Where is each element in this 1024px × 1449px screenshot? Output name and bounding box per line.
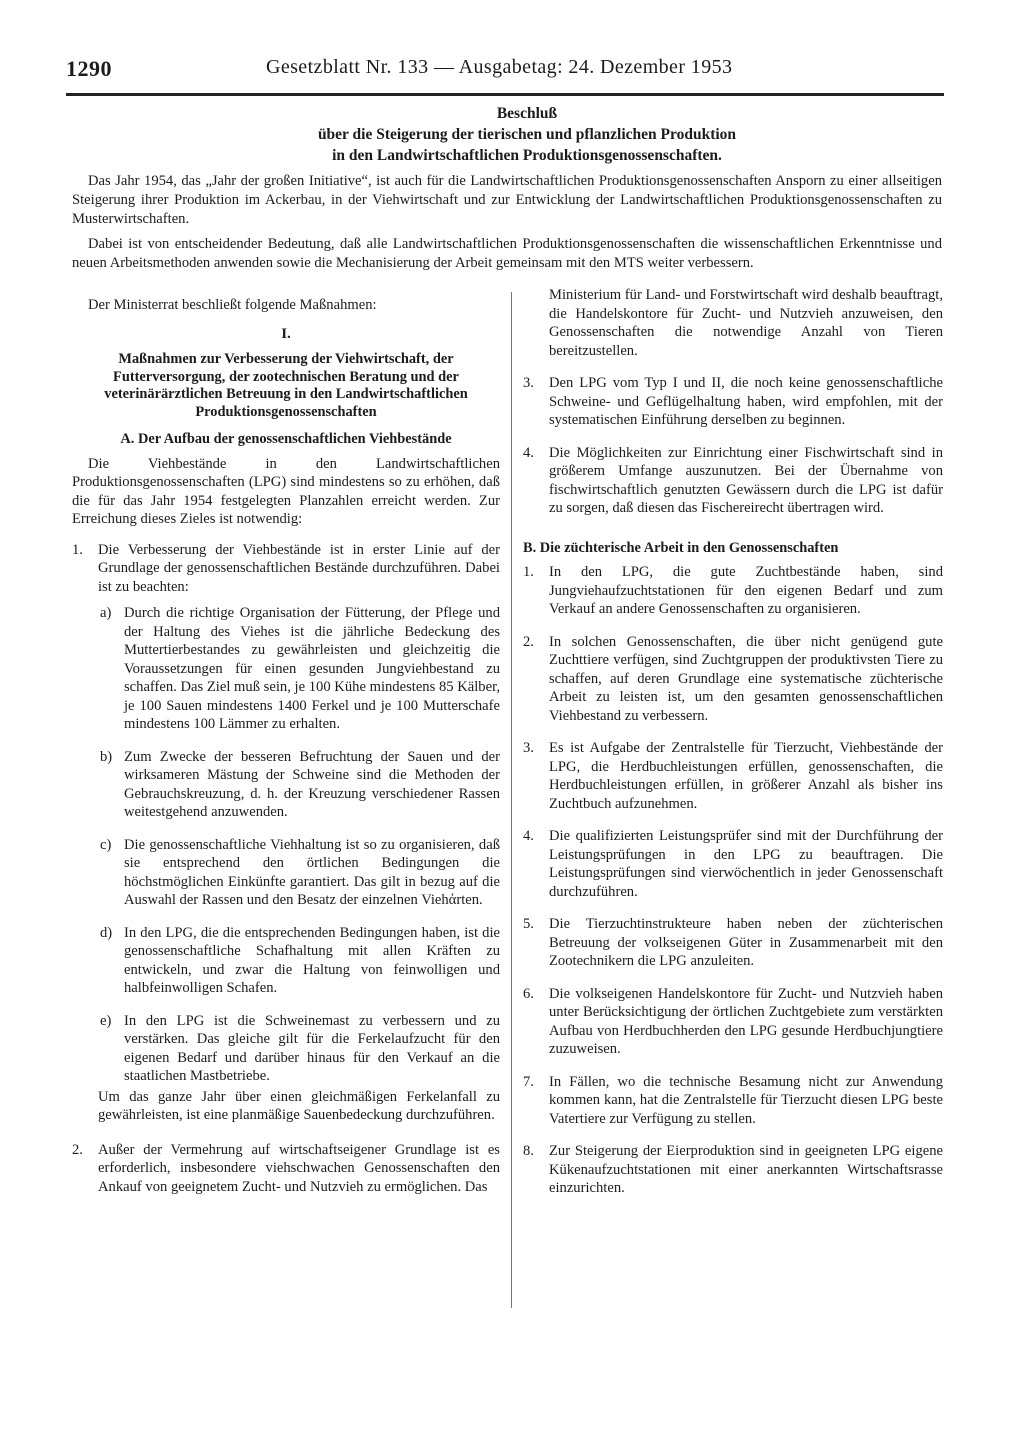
list-item — [523, 1142, 943, 1198]
sub-item-marker: b) — [100, 748, 113, 765]
section-number: I. — [281, 325, 291, 342]
item-text: In Fällen, wo die technische Besamung nicht zur Anwendung kommen kann, hat die Zentralstelle für Tierzucht diesen LPG beste Vatertiere zur Verfügung zu stellen. — [549, 1073, 943, 1127]
subsection-heading-b: B. Die züchterische Arbeit in den Genossenschaften — [523, 539, 839, 556]
decision-statement: Der Ministerrat beschließt folgende Maßnahmen: — [88, 297, 377, 313]
title-line-3: in den Landwirtschaftlichen Produktionsgenossenschaften. — [332, 147, 722, 164]
item-text: Die qualifizierten Leistungsprüfer sind mit der Durchführung der Leistungsprüfungen in den LPG zu beauftragen. Die Leistungsprüfungen sind vierwöchentlich in jeder Genossenschaft durchzuführen. — [549, 828, 943, 900]
sub-item — [100, 604, 500, 734]
item-number: 6. — [523, 985, 534, 1002]
list-item — [523, 1073, 943, 1129]
intro-text — [72, 172, 942, 280]
item-number: 3. — [523, 375, 534, 391]
item-text: Den LPG vom Typ I und II, die noch keine genossenschaftliche Schweine- und Geflügelhaltung haben, wird empfohlen, mit der systematischen Einführung derselben zu beginnen. — [549, 375, 943, 428]
sub-item-text: Zum Zwecke der besseren Befruchtung der Sauen und der wirksameren Mästung der Schweine sind die Methoden der Gebrauchskreuzung, d. h. der Kreuzung verschiedener Rassen weitestgehend anzuwenden. — [124, 748, 500, 820]
sub-item-text: Die genossenschaftliche Viehhaltung ist so zu organisieren, daß sie entsprechend den örtlichen Bedingungen die höchstmöglichen Einkünfte garantiert. Das gilt in bezug auf die Auswahl der Rassen und den Besatz der einzelnen Viehἀrten. — [124, 836, 500, 908]
header-rule — [66, 93, 944, 96]
item-number: 2. — [523, 633, 534, 650]
intro-paragraph: Das Jahr 1954, das „Jahr der großen Initiative“, ist auch für die Landwirtschaftlichen Produktionsgenossenschaften Ansporn zu einer allseitigen Steigerung ihrer Produktion im Ackerbau, in der Viehwirtschaft und zur Entwicklung der Landwirtschaftlichen Produktionsgenossenschaften zu Musterwirtschaften. — [72, 173, 942, 227]
list-item — [72, 541, 500, 597]
sub-item-text: Durch die richtige Organisation der Fütterung, der Pflege und der Haltung des Viehes ist die jährliche Bedeckung des Muttertierbestandes zu gewährleisten und gleichzeitig die Voraussetzungen für einen gesunden Jungviehbestand zu schaffen. Das Ziel muß sein, je 100 Kühe mindestens 85 Kälber, je 100 Sauen mindestens 1400 Ferkel und je 100 Mutterschafe mindestens 100 Lämmer zu erhalten. — [124, 605, 500, 732]
list-item — [72, 1141, 500, 1197]
list-item — [523, 633, 943, 726]
item-number: 5. — [523, 916, 534, 932]
gazette-header-title: Gesetzblatt Nr. 133 — Ausgabetag: 24. Dezember 1953 — [266, 56, 733, 78]
sub-item-marker: d) — [100, 924, 113, 941]
sub-item-marker: e) — [100, 1012, 112, 1029]
page-header — [66, 56, 941, 88]
sub-item — [100, 836, 500, 910]
item-number: 1. — [72, 541, 83, 558]
item-number: 1. — [523, 564, 534, 580]
document-title — [0, 103, 1024, 166]
list-item — [523, 827, 943, 901]
item-text: Zur Steigerung der Eierproduktion sind in geeigneten LPG eigene Kükenaufzuchtstationen mit einer anerkannten Wirtschaftsrasse einzurichten. — [549, 1143, 943, 1196]
subsection-intro: Die Viehbestände in den Landwirtschaftlichen Produktionsgenossenschaften (LPG) sind mindestens so zu erhöhen, daß die für das Jahr 1954 festgelegten Planzahlen erreicht werden. Zur Erreichung dieses Zieles ist notwendig: — [72, 455, 500, 527]
list-item — [523, 915, 943, 971]
item-text: Die Möglichkeiten zur Einrichtung einer Fischwirtschaft sind in größerem Umfange auszunutzen. Bei der Übernahme von fischwirtschaftlich genutzten Gewässern durch die LPG ist dafür zu sorgen, daß diesen das Fischereirecht übertragen wird. — [549, 444, 943, 516]
item-text: In den LPG, die gute Zuchtbestände haben, sind Jungviehaufzuchtstationen für den eigenen Bedarf und zum Verkauf an andere Genossenschaften zu organisieren. — [549, 564, 943, 617]
list-item — [523, 444, 943, 518]
sub-item — [100, 1012, 500, 1086]
column-divider — [511, 292, 512, 1308]
sub-item-text: In den LPG, die die entsprechenden Bedingungen haben, ist die genossenschaftliche Schafhaltung mit allen Kräften zu entwickeln, und zwar die Haltung von feinwolligen und halbfeinwolligen Schafen. — [124, 924, 500, 996]
title-line-1: Beschluß — [496, 105, 558, 122]
item-text: Die Tierzuchtinstrukteure haben neben der züchterischen Betreuung der volkseigenen Güter in Zusammenarbeit mit den Zootechnikern die LPG anzuleiten. — [549, 916, 943, 969]
sub-item-text: In den LPG ist die Schweinemast zu verbessern und zu verstärken. Das gleiche gilt für die Ferkelaufzucht für den eigenen Bedarf und darüber hinaus für den Verkauf an die staatlichen Mastbetriebe. — [124, 1012, 500, 1084]
list-item — [523, 739, 943, 813]
item-number: 2. — [72, 1141, 83, 1158]
sub-item-marker: a) — [100, 605, 112, 621]
sub-item-marker: c) — [100, 836, 112, 853]
item-text: Außer der Vermehrung auf wirtschaftseigener Grundlage ist es erforderlich, insbesondere viehschwachen Genossenschaften den Ankauf von geeignetem Zucht- und Nutzvieh zu ermöglichen. Das — [98, 1141, 500, 1195]
subsection-heading-a: A. Der Aufbau der genossenschaftlichen Viehbestände — [120, 431, 452, 447]
item-text: In solchen Genossenschaften, die über nicht genügend gute Zuchttiere verfügen, sind Zuchtgruppen der produktivsten Tiere zu schaffen, auf deren Grundlage eine systematische züchterische Arbeit zu leisten ist, um den gesamten genossenschaftlichen Viehbestand zu verbessern. — [549, 633, 943, 724]
section-heading: Maßnahmen zur Verbesserung der Viehwirtschaft, der Futterversorgung, der zootechnischen Beratung und der veterinärärztlichen Betreuung in den Landwirtschaftlichen Produktionsgenossenschaften — [104, 351, 468, 420]
item-text: Die Verbesserung der Viehbestände ist in erster Linie auf der Grundlage der genossenschaftlichen Bestände durchzuführen. Dabei ist zu beachten: — [98, 541, 500, 595]
item-number: 7. — [523, 1073, 534, 1090]
list-item — [523, 374, 943, 430]
item-number: 3. — [523, 740, 534, 756]
page-number: 1290 — [66, 56, 112, 81]
item-number: 8. — [523, 1143, 534, 1159]
intro-paragraph: Dabei ist von entscheidender Bedeutung, daß alle Landwirtschaftlichen Produktionsgenossenschaften die wissenschaftlichen Erkenntnisse und neuen Arbeitsmethoden anwenden sowie die Mechanisierung der Arbeit gemeinsam mit den MTS weiter verbessern. — [72, 236, 942, 272]
title-line-2: über die Steigerung der tierischen und pflanzlichen Produktion — [317, 126, 737, 143]
list-item — [523, 563, 943, 619]
left-column — [72, 296, 500, 1210]
sub-item — [100, 924, 500, 998]
item-text: Es ist Aufgabe der Zentralstelle für Tierzucht, Viehbestände der LPG, die Herdbuchleistungen erfüllen, genossenschaften, die Herdbuchleistungen erfüllen, in größerer Anzahl als bisher ins Zuchtbuch aufzunehmen. — [549, 740, 943, 812]
right-column — [523, 286, 943, 1212]
item-continuation: Ministerium für Land- und Forstwirtschaft wird deshalb beauftragt, die Handelskontore für Zucht- und Nutzvieh anzuweisen, den Genossenschaften die notwendige Anzahl von Tieren bereitzustellen. — [549, 287, 943, 359]
item-text: Die volkseigenen Handelskontore für Zucht- und Nutzvieh haben unter Berücksichtigung der örtlichen Zuchtgebiete zum verstärkten Aufbau von Herdbuchherden den LPG gesunde Herdbuchjungtiere zuzuweisen. — [549, 985, 943, 1057]
item-number: 4. — [523, 444, 534, 461]
item-continuation: Um das ganze Jahr über einen gleichmäßigen Ferkelanfall zu gewährleisten, ist eine planmäßige Sauenbedeckung durchzuführen. — [98, 1088, 500, 1123]
sub-item — [100, 748, 500, 822]
list-item — [523, 985, 943, 1059]
item-number: 4. — [523, 828, 534, 844]
